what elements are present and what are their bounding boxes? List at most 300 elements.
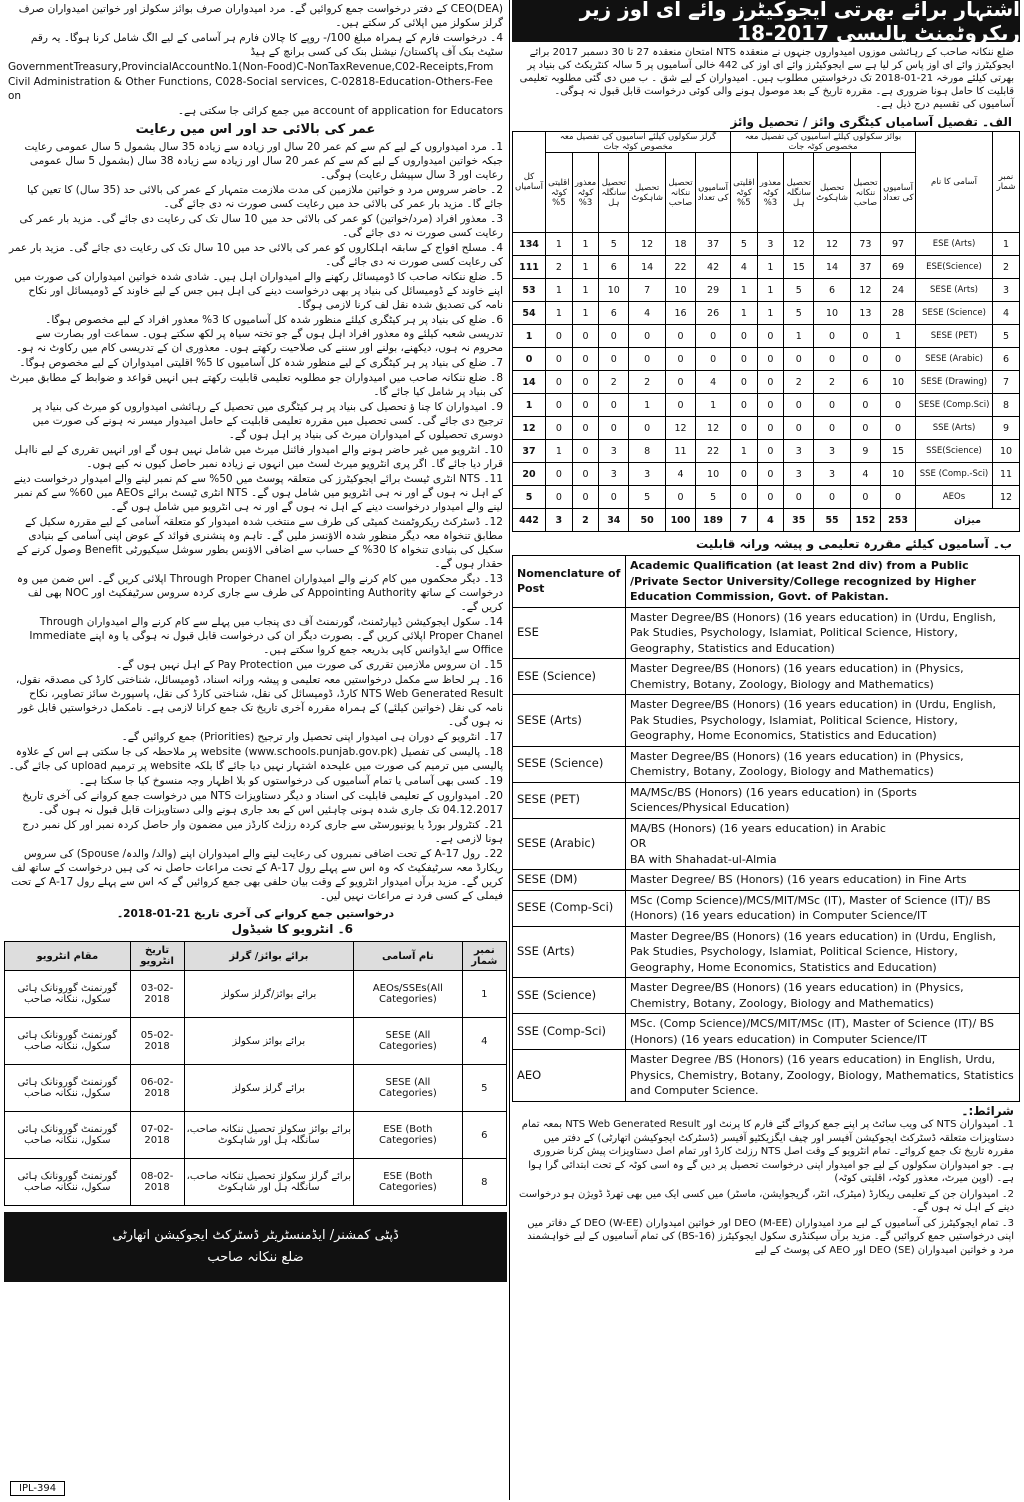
rule-item: 7۔ ضلع کی بنیاد پر ہر کیٹگری کے لیے منظور شدہ کل آسامیوں کا 5% اقلیتی امیدواران کے لیے مخصوص ہوگا۔ bbox=[19, 357, 503, 369]
rule-item: 22۔ رول 17-A کے تحت اضافی نمبروں کی رعایت لینے والے امیدواران اپنے (والد/ والدہ/ Spouse) کی سروس ریکارڈ معہ سرٹیفکیٹ کہ وہ اس سے پہلے رول 17-A کے تحت مراعات حاصل نہ کی ہیں درخواست کے ساتھ لف کریں گے۔ مزید برآں امیدوار انٹرویو کے وقت بیان حلفی بھی جمع کروائیں گے کہ اس سے پہلے رول 17-A کے تحت فیملی کے کسی فرد نے مراعات نہیں لیں۔ bbox=[11, 848, 503, 902]
sub-header-cell: تحصیل ننکانہ صاحب bbox=[850, 153, 880, 233]
boys-cell: 2 bbox=[814, 371, 850, 394]
qual-post: AEO bbox=[513, 1050, 626, 1102]
row-serial: 10 bbox=[993, 440, 1020, 463]
boys-cell: 24 bbox=[881, 279, 916, 302]
schedule-cell: 08-02-2018 bbox=[130, 1159, 184, 1206]
schedule-cell: SESE (All Categories) bbox=[354, 1065, 463, 1112]
girls-cell: 5 bbox=[599, 233, 629, 256]
boys-cell: 0 bbox=[814, 348, 850, 371]
schedule-header-cell: نام آسامی bbox=[354, 942, 463, 971]
rule-item: 18۔ پالیسی کی تفصیل (www.schools.punjab.gov.pk) website پر ملاحظہ کی جا سکتی ہے اس کے علاوہ پالیسی میں ترمیم کی صورت میں علیحدہ اشتہار نہیں دیا جائے گا بلکہ website پر ترمیم upload کی جائے گی۔ bbox=[8, 746, 503, 772]
left-text-block bbox=[4, 0, 507, 939]
girls-cell: 0 bbox=[546, 371, 573, 394]
posts-row bbox=[513, 256, 1020, 279]
girls-cell: 2 bbox=[629, 371, 665, 394]
schedule-cell: گورنمنٹ گورونانک ہائی سکول، ننکانہ صاحب bbox=[5, 971, 131, 1018]
rule-item: 14۔ سکول ایجوکیشن ڈیپارٹمنٹ، گورنمنٹ آف دی پنجاب میں پہلے سے کام کرنے والے امیدواران Through Proper Chanel اپلائی کریں گے۔ بصورت دیگر ان کی درخواست قابل قبول نہ ہوگی یا وہ اپنے Immediate Office سے ایڈوانس کاپی بذریعہ جمع کروا سکتے ہیں۔ bbox=[29, 616, 503, 656]
boys-total-cell: 35 bbox=[784, 509, 814, 532]
girls-cell: 11 bbox=[665, 440, 695, 463]
girls-cell: 0 bbox=[665, 348, 695, 371]
total-label: میزان bbox=[916, 509, 1020, 532]
row-serial: 12 bbox=[993, 486, 1020, 509]
row-serial: 9 bbox=[993, 417, 1020, 440]
girls-total-cell: 50 bbox=[629, 509, 665, 532]
boys-total-cell: 152 bbox=[850, 509, 880, 532]
boys-cell: 37 bbox=[850, 256, 880, 279]
rule-item: 1۔ مرد امیدواروں کے لیے کم سے کم عمر 20 سال اور زیادہ سے زیادہ 35 سال بشمول 5 سال عمومی رعایت جبکہ خواتین امیدواروں کے لیے کم سے کم عمر 20 سال اور زیادہ سے زیادہ 38 سال (بشمول 5 سال عمومی رعایت اور 3 سال سپیشل رعایت) ہوگی۔ bbox=[24, 141, 503, 181]
row-post-name: SESE (Arts) bbox=[916, 279, 993, 302]
girls-total-cell: 2 bbox=[572, 509, 599, 532]
girls-cell: 0 bbox=[546, 348, 573, 371]
qual-post: SESE (PET) bbox=[513, 782, 626, 818]
row-serial: 8 bbox=[993, 394, 1020, 417]
boys-cell: 0 bbox=[850, 325, 880, 348]
last-date-line: درخواستیں جمع کروانے کی آخری تاریخ 21-01-2018۔ bbox=[117, 908, 394, 920]
boys-cell: 0 bbox=[757, 440, 784, 463]
boys-cell: 1 bbox=[731, 279, 758, 302]
boys-cell: 0 bbox=[731, 325, 758, 348]
row-post-name: AEOs bbox=[916, 486, 993, 509]
rule-item: 5۔ ضلع ننکانہ صاحب کا ڈومیسائل رکھنے والے امیدواران اہل ہیں۔ شادی شدہ خواتین امیدواران کی صورت میں اپنے خاوند کے ڈومیسائل کی بنیاد پر بھی درخواست دینے کی اہل ہیں جس کے لیے خاوند کے ڈومیسائل اور نکاح نامہ کی تصدیق شدہ نقل لف کرنا لازمی ہوگا۔ bbox=[14, 271, 503, 311]
qual-row bbox=[513, 818, 1020, 870]
girls-cell: 0 bbox=[665, 486, 695, 509]
rule-item: 6۔ ضلع کی بنیاد پر ہر کیٹگری کیلئے منظور شدہ کل آسامیوں کا 3% معذور افراد کے لیے مخصوص ہوگا۔ تدریسی شعبہ کیلئے وہ معذور افراد اہل ہوں گے جو تختہ سیاہ پر لکھ سکتے ہوں۔ سماعت اور بصارت سے محروم نہ ہوں، دیکھنے، بولنے اور سننے کی صلاحیت رکھتے ہوں۔ معذوری ان کے تدریسی کام میں رکاوٹ نہ ہو۔ bbox=[15, 314, 503, 354]
girls-cell: 0 bbox=[572, 371, 599, 394]
qual-row bbox=[513, 890, 1020, 926]
ipl-code: IPL-394 bbox=[10, 1481, 65, 1496]
row-total: 14 bbox=[513, 371, 546, 394]
conditions-block bbox=[512, 1102, 1020, 1263]
schedule-cell: 05-02-2018 bbox=[130, 1018, 184, 1065]
schedule-row bbox=[5, 1112, 507, 1159]
schedule-cell: برائے بوائز سکولز bbox=[184, 1018, 354, 1065]
boys-cell: 1 bbox=[757, 279, 784, 302]
girls-cell: 0 bbox=[599, 325, 629, 348]
schedule-row bbox=[5, 1018, 507, 1065]
boys-cell: 3 bbox=[784, 440, 814, 463]
intro-paragraph: ضلع ننکانہ صاحب کے رہائشی موزوں امیدواروں جنہوں نے منعقدہ NTS امتحان منعقدہ 27 تا 30 دسمبر 2017 برائے ایجوکیٹرز وائے ای اوز پاس کر لیا ہے سے ایجوکیٹرز وائے ای اوز کی 442 خالی آسامیوں پر 5 سالہ کنٹریکٹ کی بنیاد پر بھرتی کیلئے مورخہ 21-01-2018 تک درخواستیں مطلوب ہیں۔ امیدواران کے لیے شق ۔ ب میں دی گئی مطلوبہ تعلیمی قابلیت کا حامل ہونا ضروری ہے۔ مقررہ تاریخ کے بعد موصول ہونے والی کوئی درخواست قابل قبول نہ ہوگی۔ آسامیوں کی تقسیم درج ذیل ہے۔ bbox=[519, 47, 1014, 110]
qual-text: Master Degree/BS (Honors) (16 years education) in (Urdu, English, Pak Studies, Psychology, Islamiat, Political Science, History, Geography, Home Economics, Statistics and Education) bbox=[626, 926, 1020, 978]
row-post-name: SESE (Comp.Sci) bbox=[916, 394, 993, 417]
girls-cell: 4 bbox=[696, 371, 731, 394]
schedule-header-cell: نمبر شمار bbox=[462, 942, 506, 971]
girls-cell: 0 bbox=[696, 348, 731, 371]
boys-cell: 0 bbox=[881, 486, 916, 509]
girls-total-cell: 100 bbox=[665, 509, 695, 532]
schedule-cell: 8 bbox=[462, 1159, 506, 1206]
row-total: 1 bbox=[513, 394, 546, 417]
schedule-row bbox=[5, 971, 507, 1018]
schedule-cell: ESE (Both Categories) bbox=[354, 1159, 463, 1206]
row-total: 0 bbox=[513, 348, 546, 371]
boys-cell: 12 bbox=[784, 233, 814, 256]
girls-cell: 22 bbox=[696, 440, 731, 463]
schedule-cell: 07-02-2018 bbox=[130, 1112, 184, 1159]
girls-cell: 0 bbox=[572, 440, 599, 463]
boys-cell: 0 bbox=[757, 463, 784, 486]
rule-item: 21۔ کنٹرولر بورڈ یا یونیورسٹی سے جاری کردہ رزلٹ کارڈز میں مضمون وار حاصل کردہ نمبر اور کل نمبر درج ہونا لازمی ہے۔ bbox=[22, 819, 503, 845]
row-total: 12 bbox=[513, 417, 546, 440]
schedule-header-row bbox=[5, 942, 507, 971]
rule-item: 20۔ امیدواروں کے تعلیمی قابلیت کی اسناد و دیگر دستاویزات NTS میں درخواست جمع کروانے کی آخری تاریخ 04.12.2017 تک جاری شدہ ہونی چاہئیں اس کے بعد جاری ہونے والی دستاویزات قابل قبول نہ ہوں گی۔ bbox=[22, 790, 503, 816]
girls-cell: 8 bbox=[629, 440, 665, 463]
qual-text: Master Degree/BS (Honors) (16 years education) in (Physics, Chemistry, Botany, Zoology, Biology and Mathematics) bbox=[626, 746, 1020, 782]
schedule-cell: برائے بوائز سکولز تحصیل ننکانہ صاحب، سانگلہ ہل اور شاہکوٹ bbox=[184, 1112, 354, 1159]
row-serial: 6 bbox=[993, 348, 1020, 371]
girls-cell: 1 bbox=[572, 233, 599, 256]
girls-cell: 12 bbox=[665, 417, 695, 440]
row-total: 20 bbox=[513, 463, 546, 486]
girls-cell: 5 bbox=[696, 486, 731, 509]
boys-cell: 0 bbox=[731, 371, 758, 394]
girls-cell: 1 bbox=[696, 394, 731, 417]
qual-post: SESE (DM) bbox=[513, 870, 626, 891]
boys-cell: 0 bbox=[784, 394, 814, 417]
girls-cell: 0 bbox=[546, 417, 573, 440]
row-total: 37 bbox=[513, 440, 546, 463]
girls-cell: 1 bbox=[546, 302, 573, 325]
signature-block bbox=[4, 1212, 507, 1282]
qual-row bbox=[513, 746, 1020, 782]
sub-header-cell: اقلیتی کوٹہ 5% bbox=[731, 153, 758, 233]
boys-cell: 2 bbox=[784, 371, 814, 394]
qual-text: Master Degree/BS (Honors) (16 years education) in (Urdu, English, Pak Studies, Psychology, Islamiat, Political Science, History, Geography, Home Economics, Statistics and Education) bbox=[626, 695, 1020, 747]
girls-cell: 18 bbox=[665, 233, 695, 256]
qual-text: Master Degree /BS (Honors) (16 years education) in English, Urdu, Physics, Chemistry, Botany, Zoology, Biology, Mathematics, Statistics and Computer Science. bbox=[626, 1050, 1020, 1102]
schedule-cell: گورنمنٹ گورونانک ہائی سکول، ننکانہ صاحب bbox=[5, 1018, 131, 1065]
schedule-cell: AEOs/SSEs(All Categories) bbox=[354, 971, 463, 1018]
schedule-header-cell: تاریخ انٹرویو bbox=[130, 942, 184, 971]
girls-cell: 2 bbox=[546, 256, 573, 279]
boys-cell: 6 bbox=[814, 279, 850, 302]
rule-item: 8۔ ضلع ننکانہ صاحب میں امیدواران جو مطلوبہ تعلیمی قابلیت رکھتے ہیں انہیں قواعد و ضوابط کے مطابق میرٹ کی بنیاد پر شامل کیا جائے گا۔ bbox=[9, 372, 503, 398]
girls-cell: 7 bbox=[629, 279, 665, 302]
row-total: 134 bbox=[513, 233, 546, 256]
boys-cell: 10 bbox=[881, 371, 916, 394]
qual-row bbox=[513, 926, 1020, 978]
girls-total-cell: 189 bbox=[696, 509, 731, 532]
posts-distribution-table bbox=[512, 131, 1020, 532]
interview-schedule-table bbox=[4, 941, 507, 1206]
left-top-line: CEO(DEA) کے دفتر درخواست جمع کروائیں گے۔ مرد امیدواران صرف بوائز سکولز اور خواتین امیدواران صرف گرلز سکولز میں اپلائی کر سکتے ہیں۔ bbox=[18, 3, 503, 29]
sub-header-cell: معذور کوٹہ 3% bbox=[572, 153, 599, 233]
qual-row bbox=[513, 978, 1020, 1014]
girls-cell: 0 bbox=[599, 394, 629, 417]
boys-cell: 5 bbox=[784, 279, 814, 302]
signature-title: ڈپٹی کمشنر/ ایڈمنسٹریٹر ڈسٹرکٹ ایجوکیشن اتھارٹی bbox=[112, 1228, 399, 1243]
row-total: 54 bbox=[513, 302, 546, 325]
girls-cell: 0 bbox=[572, 394, 599, 417]
boys-cell: 10 bbox=[814, 302, 850, 325]
schedule-cell: برائے بوائز/گرلز سکولز bbox=[184, 971, 354, 1018]
girls-cell: 0 bbox=[599, 486, 629, 509]
qual-row bbox=[513, 1050, 1020, 1102]
girls-cell: 1 bbox=[546, 233, 573, 256]
boys-cell: 0 bbox=[881, 417, 916, 440]
col-post: آسامی کا نام bbox=[916, 132, 993, 233]
girls-cell: 0 bbox=[546, 325, 573, 348]
condition-item: 1۔ امیدواران NTS کی ویب سائٹ پر اپنے جمع کروائے گئے فارم کا پرنٹ اور NTS Web Generated Result بمعہ تمام دستاویزات متعلقہ ڈسٹرکٹ ایجوکیشن آفیسر اور چیف ایگزیکٹیو آفیسر (ڈسٹرکٹ ایجوکیشن اتھارٹی) کے دفتر میں مقررہ تاریخ تک جمع کروائے۔ تمام انٹرویو کے وقت اصل NTS رزلٹ کارڈ اور تمام اصل دستاویزات پیش کرنا ضروری ہے۔ جو امیدواران سکولوں کے لیے جو امیدوار اپنی درخواست تحصیل پر دیں گے وہ اسی کوٹہ کے تحت ابتدائی گرا ہوا ہے۔ (اوپن میرٹ، معذور کوٹہ، اقلیتی کوٹہ) bbox=[521, 1119, 1014, 1184]
column-divider bbox=[509, 0, 510, 1500]
qual-row bbox=[513, 870, 1020, 891]
qual-text: Master Degree/BS (Honors) (16 years education) in (Physics, Chemistry, Botany, Zoology, Biology and Mathematics) bbox=[626, 978, 1020, 1014]
girls-cell: 10 bbox=[599, 279, 629, 302]
boys-cell: 28 bbox=[881, 302, 916, 325]
girls-cell: 10 bbox=[665, 279, 695, 302]
schedule-cell: گورنمنٹ گورونانک ہائی سکول، ننکانہ صاحب bbox=[5, 1112, 131, 1159]
girls-cell: 0 bbox=[629, 348, 665, 371]
schedule-row bbox=[5, 1065, 507, 1112]
rule-item: 11۔ NTS انٹری ٹیسٹ برائے ایجوکیٹرز کی متعلقہ پوسٹ میں 50% سے کم نمبر لینے والے امیدوار درخواست دینے کے اہل نہ ہوں گے اور نہ ہی انٹرویو میں شامل ہوں گے۔ NTS انٹری ٹیسٹ برائے AEOs میں 60% سے کم نمبر لینے والے امیدوار درخواست دینے کے اہل نہ ہوں گے اور نہ ہی انٹرویو میں شامل ہوں گے۔ bbox=[13, 473, 503, 513]
qual-post: SESE (Arts) bbox=[513, 695, 626, 747]
left-top-line: 4۔ درخواست فارم کے ہمراہ مبلغ 100/- روپے کا چالان فارم ہر آسامی کے لیے الگ شامل کرنا ہوگا۔ یہ رقم سٹیٹ بنک آف پاکستان/ نیشنل بنک کی کسی برانچ کے ہیڈ bbox=[30, 32, 503, 58]
boys-cell: 0 bbox=[731, 394, 758, 417]
schedule-cell: 6 bbox=[462, 1112, 506, 1159]
row-serial: 4 bbox=[993, 302, 1020, 325]
rule-item: 10۔ انٹرویو میں غیر حاضر ہونے والے امیدوار فائنل میرٹ میں شامل نہیں ہوں گے اور انہیں تقرری کے لیے نااہل قرار دیا جائے گا۔ اگر پری انٹرویو میرٹ لسٹ میں انہوں نے زیادہ نمبر حاصل کیوں نہ کیے ہوں۔ bbox=[14, 444, 503, 470]
qual-text: MSc. (Comp Science)/MCS/MIT/MSc (IT), Master of Science (IT)/ BS (Honors) (16 years education) in Computer Science/IT bbox=[626, 1014, 1020, 1050]
girls-cell: 6 bbox=[599, 256, 629, 279]
girls-cell: 0 bbox=[546, 463, 573, 486]
schedule-cell: گورنمنٹ گورونانک ہائی سکول، ننکانہ صاحب bbox=[5, 1065, 131, 1112]
girls-cell: 2 bbox=[599, 371, 629, 394]
boys-cell: 0 bbox=[784, 486, 814, 509]
boys-cell: 0 bbox=[731, 486, 758, 509]
boys-cell: 3 bbox=[757, 233, 784, 256]
schedule-cell: ESE (Both Categories) bbox=[354, 1112, 463, 1159]
boys-cell: 3 bbox=[814, 440, 850, 463]
row-total: 111 bbox=[513, 256, 546, 279]
left-column bbox=[4, 0, 507, 1498]
sub-header-cell: معذور کوٹہ 3% bbox=[757, 153, 784, 233]
schedule-cell: SESE (All Categories) bbox=[354, 1018, 463, 1065]
girls-cell: 10 bbox=[696, 463, 731, 486]
qual-text: Master Degree/BS (Honors) (16 years education) in (Urdu, English, Pak Studies, Psychology, Islamiat, Political Science, History, Geography, Statistics and Education) bbox=[626, 607, 1020, 659]
condition-item: 2۔ امیدواران جن کے تعلیمی ریکارڈ (میٹرک، انٹر، گریجوایشن، ماسٹر) میں کسی ایک میں بھی تھرڈ ڈویژن ہو درخواست دینے کے اہل نہ ہوں گے۔ bbox=[518, 1188, 1014, 1213]
girls-cell: 29 bbox=[696, 279, 731, 302]
girls-total-cell: 3 bbox=[546, 509, 573, 532]
posts-row bbox=[513, 463, 1020, 486]
boys-cell: 0 bbox=[757, 348, 784, 371]
qual-post: SSE (Comp-Sci) bbox=[513, 1014, 626, 1050]
girls-cell: 0 bbox=[572, 417, 599, 440]
qual-post: SSE (Arts) bbox=[513, 926, 626, 978]
girls-cell: 12 bbox=[696, 417, 731, 440]
row-post-name: SESE (Science) bbox=[916, 302, 993, 325]
col-total: کل آسامیاں bbox=[513, 132, 546, 233]
posts-row bbox=[513, 417, 1020, 440]
boys-cell: 0 bbox=[814, 325, 850, 348]
schedule-cell: 5 bbox=[462, 1065, 506, 1112]
girls-cell: 5 bbox=[629, 486, 665, 509]
qual-row bbox=[513, 659, 1020, 695]
boys-cell: 69 bbox=[881, 256, 916, 279]
rule-item: 19۔ کسی بھی آسامی یا تمام آسامیوں کی درخواستوں کو بلا اظہار وجہ منسوخ کیا جا سکتا ہے۔ bbox=[78, 775, 503, 787]
boys-cell: 0 bbox=[731, 463, 758, 486]
rule-item: 13۔ دیگر محکموں میں کام کرنے والے امیدواران Through Proper Chanel اپلائی کریں گے۔ اس ضمن میں وہ درخواست کے ساتھ Appointing Authority کی طرف سے جاری کردہ سروس سرٹیفکیٹ اور NOC بھی لف کریں گے۔ bbox=[16, 573, 503, 613]
qual-head-post: Nomenclature of Post bbox=[513, 556, 626, 608]
rule-item: 3۔ معذور افراد (مرد/خواتین) کو عمر کی بالائی حد میں 10 سال تک کی رعایت دی جائے گی۔ مزید بار عمر کی رعایت کسی صورت نہ دی جائے گی۔ bbox=[19, 213, 503, 239]
girls-cell: 1 bbox=[546, 440, 573, 463]
girls-cell: 22 bbox=[665, 256, 695, 279]
boys-cell: 0 bbox=[814, 417, 850, 440]
girls-cell: 4 bbox=[665, 463, 695, 486]
boys-total-cell: 253 bbox=[881, 509, 916, 532]
rule-item: 17۔ انٹرویو کے دوران ہی امیدوار اپنی تحصیل وار ترجیح (Priorities) جمع کروائیں گے۔ bbox=[121, 731, 503, 743]
row-serial: 1 bbox=[993, 233, 1020, 256]
girls-cell: 4 bbox=[629, 302, 665, 325]
qual-post: ESE bbox=[513, 607, 626, 659]
boys-cell: 9 bbox=[850, 440, 880, 463]
girls-cell: 0 bbox=[665, 394, 695, 417]
boys-cell: 15 bbox=[881, 440, 916, 463]
girls-cell: 1 bbox=[572, 279, 599, 302]
col-boys-group: بوائز سکولوں کیلئے آسامیوں کی تفصیل معہ مخصوص کوٹہ جات bbox=[731, 132, 916, 153]
schedule-cell: 4 bbox=[462, 1018, 506, 1065]
row-total: 53 bbox=[513, 279, 546, 302]
boys-cell: 0 bbox=[850, 348, 880, 371]
girls-cell: 1 bbox=[629, 394, 665, 417]
posts-row bbox=[513, 440, 1020, 463]
girls-cell: 0 bbox=[599, 348, 629, 371]
boys-cell: 0 bbox=[881, 348, 916, 371]
girls-cell: 1 bbox=[572, 302, 599, 325]
condition-item: 3۔ تمام ایجوکیٹرز کی آسامیوں کے لیے مرد امیدواران DEO (M-EE) اور خواتین امیدواران DEO (W-EE) کے دفاتر میں اپنی درخواستیں جمع کروائیں گے۔ مزید برآں سیکنڈری سکول ایجوکیٹرز (BS-16) کی تمام آسامیوں کے لیے خواہشمند مرد و خواتین امیدواران DEO (SE) اور AEO کی پوسٹ کے لیے bbox=[527, 1217, 1014, 1256]
posts-row bbox=[513, 233, 1020, 256]
schedule-cell: برائے گرلز سکولز bbox=[184, 1065, 354, 1112]
schedule-cell: 03-02-2018 bbox=[130, 971, 184, 1018]
boys-cell: 1 bbox=[757, 302, 784, 325]
schedule-cell: 1 bbox=[462, 971, 506, 1018]
posts-row bbox=[513, 486, 1020, 509]
rule-item: 15۔ ان سروس ملازمین تقرری کی صورت میں Pay Protection کے اہل نہیں ہوں گے۔ bbox=[116, 659, 503, 671]
row-post-name: SSE (Comp.-Sci) bbox=[916, 463, 993, 486]
grand-total: 442 bbox=[513, 509, 546, 532]
girls-cell: 3 bbox=[629, 463, 665, 486]
qual-head-qualification: Academic Qualification (at least 2nd div) from a Public /Private Sector University/College recognized by Higher Education Commission, Govt. of Pakistan. bbox=[626, 556, 1020, 608]
sub-header-cell: تحصیل سانگلہ ہل bbox=[599, 153, 629, 233]
signature-district: ضلع ننکانہ صاحب bbox=[207, 1250, 304, 1265]
girls-cell: 0 bbox=[629, 325, 665, 348]
qual-text: MSc (Comp Science)/MCS/MIT/MSc (IT), Master of Science (IT)/ BS (Honors) (16 years education) in Computer Science/IT bbox=[626, 890, 1020, 926]
qual-text: Master Degree/ BS (Honors) (16 years education) in Fine Arts bbox=[626, 870, 1020, 891]
rule-item: 12۔ ڈسٹرکٹ ریکروٹمنٹ کمیٹی کی طرف سے منتخب شدہ امیدوار کو متعلقہ آسامی کے لیے مقررہ سکیل کے مطابق تنخواہ معہ دیگر منظور شدہ الاؤنسز ملیں گے۔ تاہم وہ پنشنری فوائد کے عوض اپنی آسامی کے بنیادی سکیل کی بنیادی تنخواہ کا 30% کے حساب سے اضافی الاؤنس بطور سوشل سیکیورٹی Benefit وصول کرنے کے حقدار ہوں گے۔ bbox=[16, 516, 503, 570]
boys-cell: 0 bbox=[731, 417, 758, 440]
girls-cell: 42 bbox=[696, 256, 731, 279]
section-a-heading: الف۔ تفصیل آسامیاں کیٹگری وائز / تحصیل وائز bbox=[730, 115, 1012, 129]
posts-row bbox=[513, 325, 1020, 348]
row-total: 1 bbox=[513, 325, 546, 348]
sub-header-cell: آسامیوں کی تعداد bbox=[696, 153, 731, 233]
boys-cell: 73 bbox=[850, 233, 880, 256]
boys-cell: 4 bbox=[850, 463, 880, 486]
page-title: اشتہار برائے بھرتی ایجوکیٹرز وائے ای اوز زیر ریکروٹمنٹ پالیسی 2017-18 bbox=[512, 0, 1020, 42]
boys-cell: 0 bbox=[731, 348, 758, 371]
row-post-name: SSE(Science) bbox=[916, 440, 993, 463]
qual-post: SESE (Comp-Sci) bbox=[513, 890, 626, 926]
posts-row bbox=[513, 302, 1020, 325]
qual-row bbox=[513, 782, 1020, 818]
sub-header-cell: تحصیل شاہکوٹ bbox=[629, 153, 665, 233]
qual-row bbox=[513, 607, 1020, 659]
girls-cell: 37 bbox=[696, 233, 731, 256]
rule-item: 2۔ حاضر سروس مرد و خواتین ملازمین کی مدت ملازمت متمہار کے عمر کی بالائی حد (35 سال) کا تعین کیا جائے گا۔ مزید بار عمر کی بالائی حد میں رعایت کسی صورت نہ دی جائے گی۔ bbox=[27, 184, 503, 210]
boys-cell: 0 bbox=[757, 417, 784, 440]
sub-header-cell: آسامیوں کی تعداد bbox=[881, 153, 916, 233]
boys-cell: 0 bbox=[850, 486, 880, 509]
row-serial: 11 bbox=[993, 463, 1020, 486]
qual-row bbox=[513, 695, 1020, 747]
treasury-account-line: Civil Administration & Other Functions, C028-Social services, C-02818-Education-Others-Fee on bbox=[8, 76, 493, 102]
girls-cell: 0 bbox=[572, 348, 599, 371]
qual-post: SESE (Arabic) bbox=[513, 818, 626, 870]
boys-cell: 97 bbox=[881, 233, 916, 256]
row-post-name: SSE (Arts) bbox=[916, 417, 993, 440]
right-column bbox=[512, 0, 1020, 1498]
qualification-table bbox=[512, 555, 1020, 1102]
girls-cell: 16 bbox=[665, 302, 695, 325]
boys-cell: 12 bbox=[850, 279, 880, 302]
left-top-line: account of application for Educators میں جمع کرائی جا سکتی ہے۔ bbox=[177, 105, 503, 117]
schedule-heading: 6۔ انٹرویو کا شیڈول bbox=[231, 922, 353, 936]
row-serial: 7 bbox=[993, 371, 1020, 394]
posts-total-row bbox=[513, 509, 1020, 532]
girls-cell: 0 bbox=[572, 325, 599, 348]
boys-cell: 0 bbox=[757, 325, 784, 348]
girls-cell: 26 bbox=[696, 302, 731, 325]
boys-cell: 5 bbox=[731, 233, 758, 256]
girls-cell: 14 bbox=[629, 256, 665, 279]
row-total: 5 bbox=[513, 486, 546, 509]
rules-list bbox=[8, 140, 503, 903]
boys-cell: 5 bbox=[784, 302, 814, 325]
boys-cell: 1 bbox=[731, 302, 758, 325]
girls-cell: 0 bbox=[572, 463, 599, 486]
col-girls-group: گرلز سکولوں کیلئے آسامیوں کی تفصیل معہ مخصوص کوٹہ جات bbox=[546, 132, 731, 153]
boys-cell: 3 bbox=[784, 463, 814, 486]
boys-cell: 15 bbox=[784, 256, 814, 279]
girls-cell: 0 bbox=[665, 325, 695, 348]
sub-header-cell: تحصیل ننکانہ صاحب bbox=[665, 153, 695, 233]
boys-cell: 0 bbox=[757, 394, 784, 417]
boys-cell: 1 bbox=[757, 256, 784, 279]
girls-cell: 0 bbox=[572, 486, 599, 509]
schedule-row bbox=[5, 1159, 507, 1206]
qual-text: Master Degree/BS (Honors) (16 years education) in (Physics, Chemistry, Botany, Zoology, Biology and Mathematics) bbox=[626, 659, 1020, 695]
row-post-name: ESE (Arts) bbox=[916, 233, 993, 256]
boys-cell: 1 bbox=[731, 440, 758, 463]
girls-cell: 0 bbox=[599, 417, 629, 440]
rule-item: 4۔ مسلح افواج کے سابقہ اہلکاروں کو عمر کی بالائی حد میں 10 سال تک کی رعایت دی جائے گی۔ مزید بار عمر کی رعایت کسی صورت نہ دی جائے گی۔ bbox=[9, 242, 503, 268]
row-serial: 3 bbox=[993, 279, 1020, 302]
age-limit-heading: عمر کی بالائی حد اور اس میں رعایت bbox=[135, 122, 376, 137]
boys-total-cell: 4 bbox=[757, 509, 784, 532]
row-post-name: SESE (PET) bbox=[916, 325, 993, 348]
schedule-cell: برائے گرلز سکولز تحصیل ننکانہ صاحب، سانگلہ ہل اور شاہکوٹ bbox=[184, 1159, 354, 1206]
girls-cell: 1 bbox=[572, 256, 599, 279]
qual-post: SSE (Science) bbox=[513, 978, 626, 1014]
row-serial: 5 bbox=[993, 325, 1020, 348]
girls-cell: 0 bbox=[629, 417, 665, 440]
boys-cell: 1 bbox=[784, 325, 814, 348]
boys-cell: 1 bbox=[881, 325, 916, 348]
boys-total-cell: 55 bbox=[814, 509, 850, 532]
rule-item: 16۔ ہر لحاظ سے مکمل درخواستیں معہ تعلیمی و پیشہ ورانہ اسناد، ڈومیسائل، شناختی کارڈ کی مصدقہ نقول، NTS Web Generated Result کارڈ، ڈومیسائل کی نقل، شناختی کارڈ کی نقل، پاسپورٹ سائز تصاویر، نکاح نامہ کی نقل (خواتین کیلئے) کے ہمراہ مقررہ آخری تاریخ تک جمع کرانا لازمی ہے۔ نامکمل درخواستیں قابل غور نہ ہوں گی۔ bbox=[15, 674, 503, 728]
boys-cell: 0 bbox=[850, 394, 880, 417]
posts-row bbox=[513, 279, 1020, 302]
girls-cell: 0 bbox=[665, 371, 695, 394]
